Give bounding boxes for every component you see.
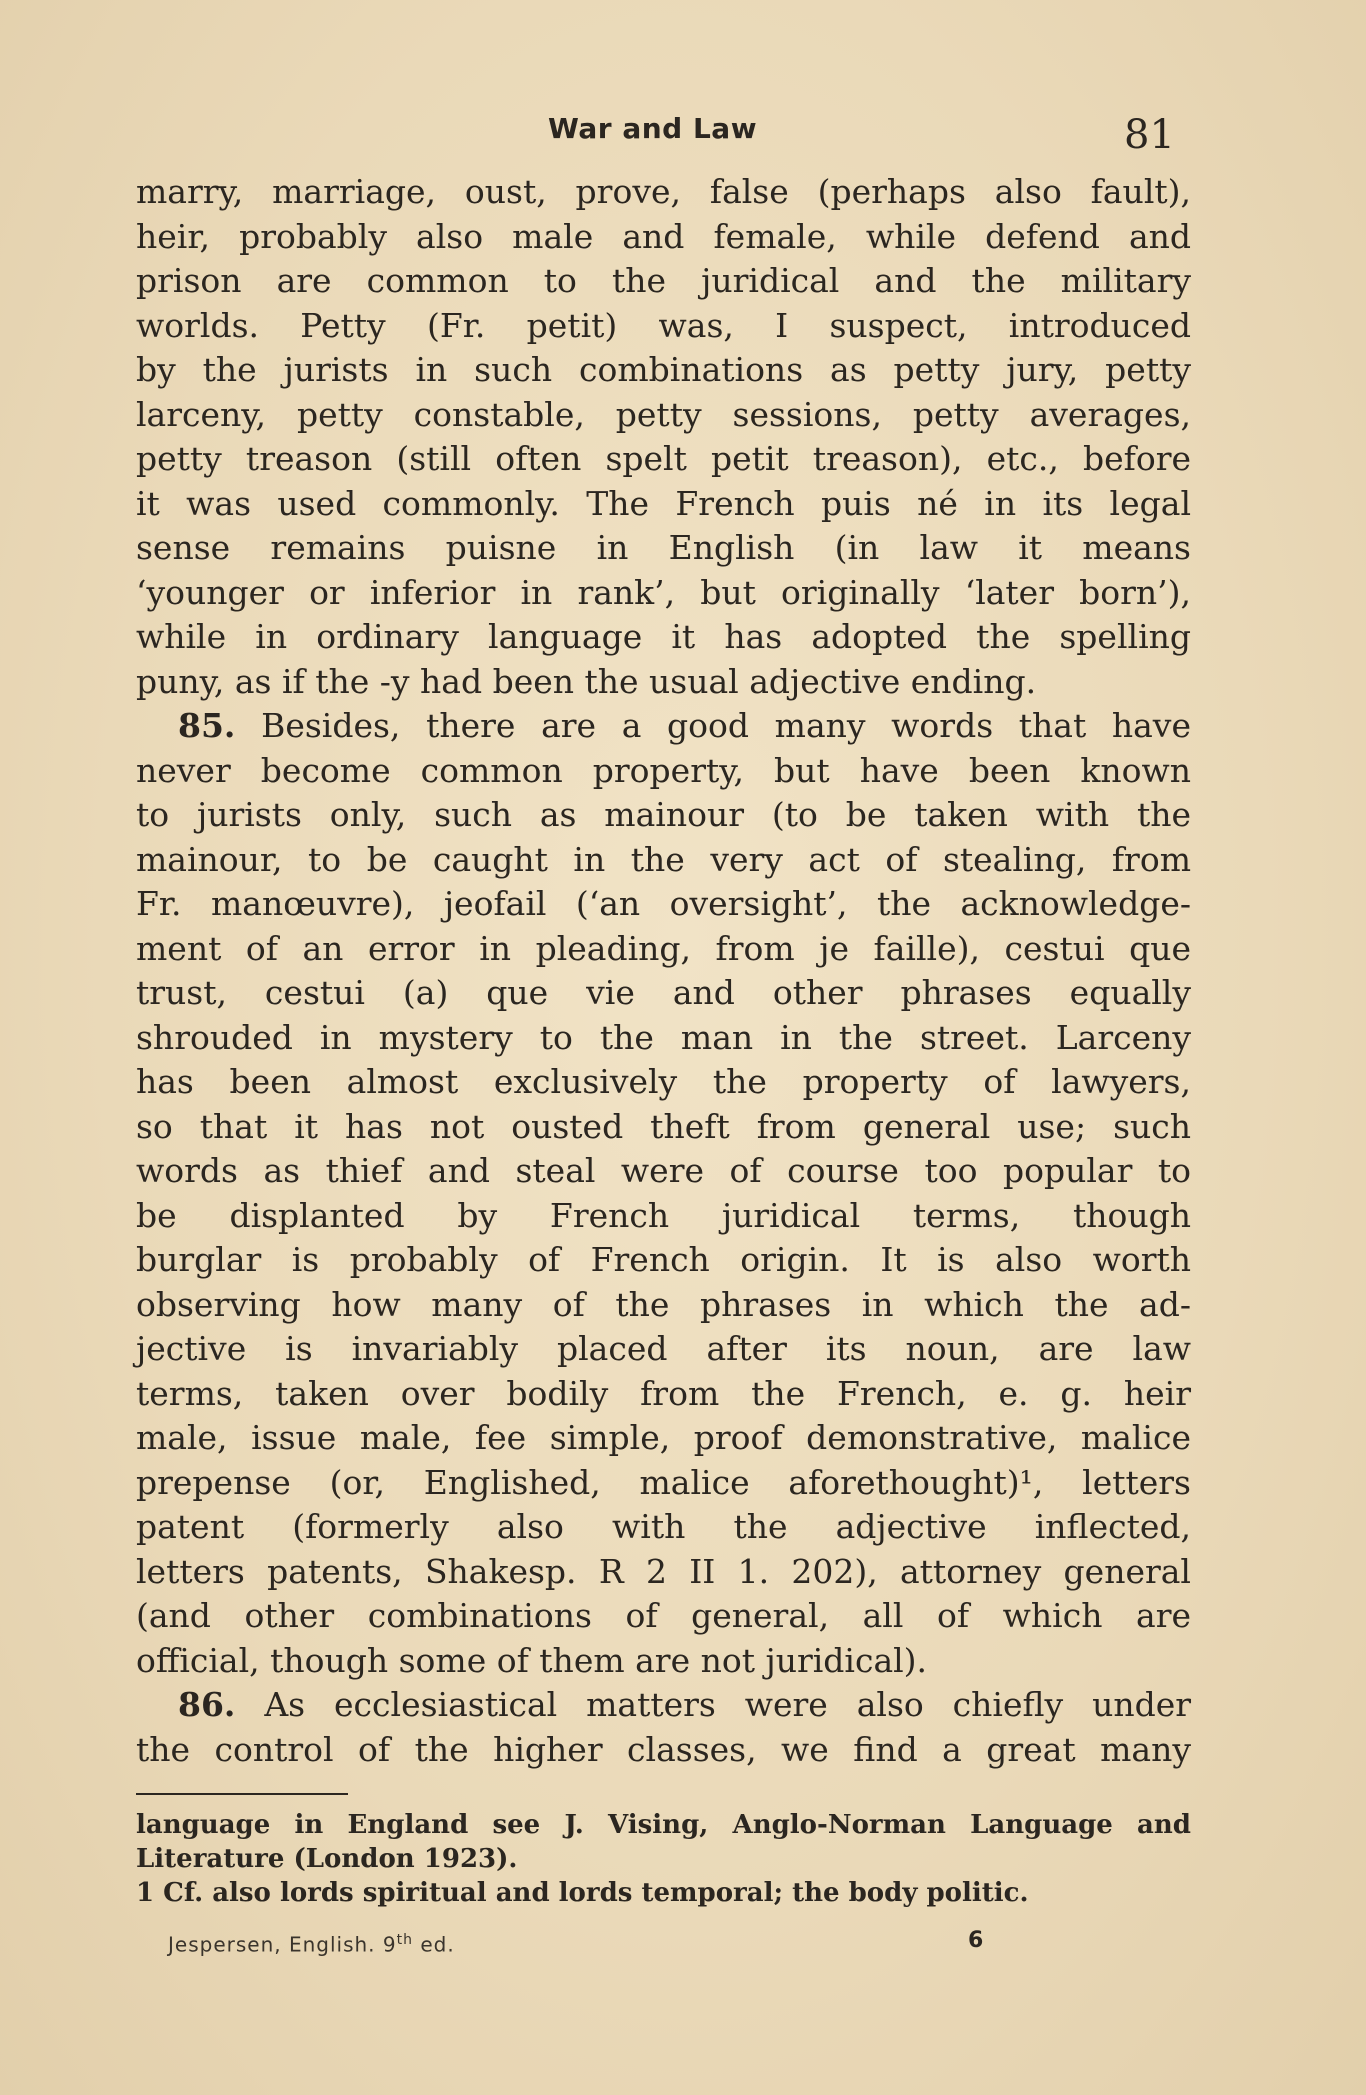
text-line: Fr. manœuvre), jeofail (‘an oversight’, the acknowledge- xyxy=(136,884,1191,923)
text-line: letters patents, Shakesp. R 2 II 1. 202), attorney general xyxy=(136,1551,1191,1591)
edition-superscript: th xyxy=(396,1932,414,1948)
text-line: petty treason (still often spelt petit treason), etc., before xyxy=(136,439,1191,478)
text-line: prison are common to the juridical and the military xyxy=(136,261,1191,300)
text-line: never become common property, but have been known xyxy=(136,750,1191,790)
text-line: puny, as if the -y had been the usual adjective ending. xyxy=(136,661,1037,701)
footnote-line: language in England see J. Vising, Anglo-Norman Language and xyxy=(136,1810,1191,1840)
text-line: trust, cestui (a) que vie and other phrases equally xyxy=(136,973,1191,1012)
text-line: the control of the higher classes, we find a great many xyxy=(136,1729,1191,1769)
edition-tail: ed. xyxy=(420,1932,455,1957)
text-line: by the jurists in such combinations as petty jury, petty xyxy=(136,350,1191,389)
text-line: observing how many of the phrases in which the ad- xyxy=(136,1284,1191,1324)
signature-text: Jespersen, English. xyxy=(168,1932,376,1957)
footnote-1: 1 Cf. also lords spiritual and lords temporal; the body politic. xyxy=(136,1878,1029,1908)
text-line: worlds. Petty (Fr. petit) was, I suspect, introduced xyxy=(136,305,1191,345)
footnote-line: Literature (London 1923). xyxy=(136,1844,518,1874)
text-line: ‘younger or inferior in rank’, but originally ‘later born’), xyxy=(136,572,1191,612)
text-line: to jurists only, such as mainour (to be taken with the xyxy=(136,795,1191,834)
printer-signature xyxy=(168,1932,455,1957)
text-line: it was used commonly. The French puis né in its legal xyxy=(136,483,1191,523)
text-line: terms, taken over bodily from the French, e. g. heir xyxy=(136,1373,1191,1413)
body-text xyxy=(136,170,1191,1772)
text-line: male, issue male, fee simple, proof demonstrative, malice xyxy=(136,1418,1191,1457)
text-line: so that it has not ousted theft from general use; such xyxy=(136,1106,1191,1146)
text-fragment: As ecclesiastical matters were also chiefly under xyxy=(264,1685,1192,1724)
text-line: words as thief and steal were of course too popular to xyxy=(136,1151,1191,1190)
text-line: patent (formerly also with the adjective inflected, xyxy=(136,1507,1191,1546)
text-line: shrouded in mystery to the man in the street. Larceny xyxy=(136,1017,1191,1057)
sheet-mark: 6 xyxy=(968,1928,984,1953)
section-86-first-line xyxy=(136,1683,1191,1728)
text-line: jective is invariably placed after its noun, are law xyxy=(136,1329,1191,1368)
text-line: marry, marriage, oust, prove, false (perhaps also fault), xyxy=(136,172,1191,211)
text-fragment: Besides, there are a good many words that have xyxy=(261,706,1191,745)
text-line: official, though some of them are not juridical). xyxy=(136,1640,928,1680)
text-line: mainour, to be caught in the very act of stealing, from xyxy=(136,839,1191,879)
section-number: 85. xyxy=(178,706,236,745)
text-line: heir, probably also male and female, while defend and xyxy=(136,216,1191,256)
running-head: War and Law xyxy=(548,112,758,145)
footnote-rule xyxy=(136,1793,348,1795)
page-number: 81 xyxy=(1124,112,1175,158)
text-line: (and other combinations of general, all of which are xyxy=(136,1596,1191,1635)
text-line: prepense (or, Englished, malice aforethought)¹, letters xyxy=(136,1462,1191,1502)
text-line: while in ordinary language it has adopted the spelling xyxy=(136,617,1191,656)
text-line: sense remains puisne in English (in law it means xyxy=(136,528,1191,567)
footnotes xyxy=(136,1808,1191,1910)
text-line: burglar is probably of French origin. It is also worth xyxy=(136,1240,1191,1279)
text-line: larceny, petty constable, petty sessions, petty averages, xyxy=(136,394,1191,434)
edition-number: 9 xyxy=(382,1932,397,1957)
text-line: has been almost exclusively the property of lawyers, xyxy=(136,1062,1191,1101)
text-line: be displanted by French juridical terms, though xyxy=(136,1195,1191,1235)
text-line: ment of an error in pleading, from je faille), cestui que xyxy=(136,928,1191,968)
section-number: 86. xyxy=(178,1685,236,1724)
section-85-first-line xyxy=(136,704,1191,749)
